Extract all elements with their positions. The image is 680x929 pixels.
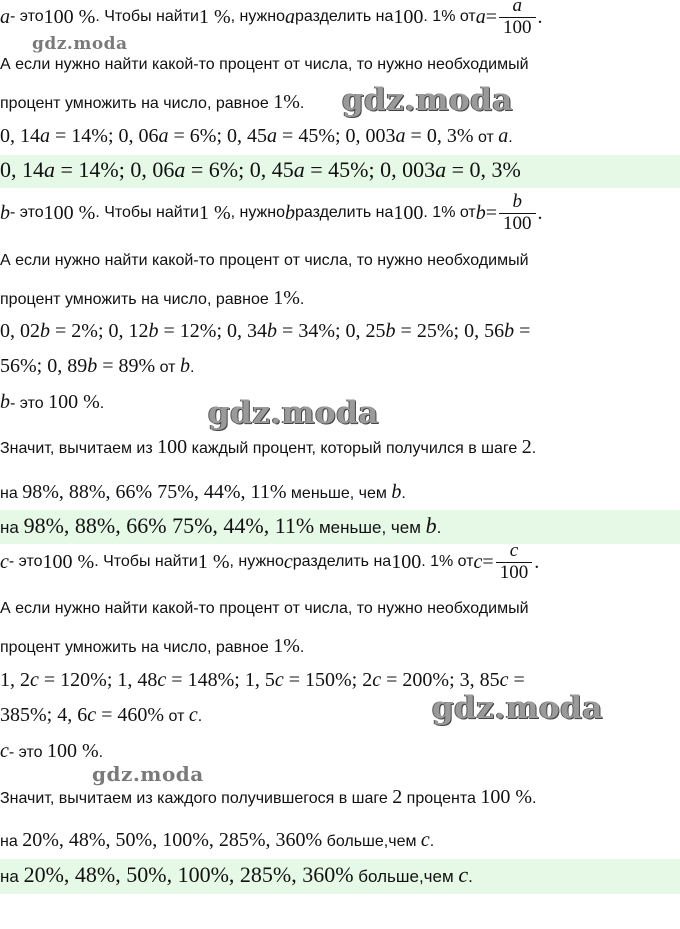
math-var: c: [188, 704, 198, 726]
text-fragment: процент умножить на число, равное: [0, 291, 274, 308]
fraction-denominator: 100: [499, 213, 536, 235]
text-fragment: разделить на: [292, 553, 392, 570]
fraction-numerator: b: [512, 190, 523, 212]
math-expression: 0, 14a = 14%; 0, 06a = 6%; 0, 45a = 45%; 0, 003a = 0, 3%: [0, 125, 474, 147]
math-value: 100: [391, 551, 422, 573]
fraction-denominator: 100: [499, 17, 536, 39]
text-fragment: на: [0, 867, 24, 886]
text-fragment: . 1% от: [423, 8, 476, 25]
math-var: a: [475, 6, 486, 28]
math-var: a: [0, 6, 10, 28]
math-var: b: [475, 202, 486, 224]
text-fragment: Значит, вычитаем из каждого получившегося в шаге: [0, 790, 393, 807]
math-var: b: [284, 202, 295, 224]
text-fragment: Значит, вычитаем из: [0, 440, 158, 457]
text-fragment: .: [98, 744, 104, 761]
text-fragment: разделить на: [294, 204, 394, 221]
fraction: [499, 0, 536, 38]
text-fragment: .: [429, 833, 435, 850]
text-fragment: - это: [8, 553, 43, 570]
math-value: 1%: [273, 287, 300, 309]
math-var: b: [179, 355, 190, 377]
text-line-b-definition: b - это 100 % . Чтобы найти 1 % , нужно b разделить на 100 . 1% от b = $\frac{b}{100}$ .: [0, 190, 543, 234]
text-fragment: процента: [402, 790, 481, 807]
text-fragment: А если нужно найти какой-то процент от числа, то нужно необходимый: [0, 56, 529, 73]
math-var: a: [498, 125, 509, 147]
watermark: gdz.moda: [92, 762, 204, 786]
text-line: [0, 288, 680, 310]
text-fragment: . Чтобы найти: [94, 553, 198, 570]
math-expression: 1, 2c = 120%; 1, 48c = 148%; 1, 5c = 150%; 2c = 200%; 3, 85c =: [0, 669, 525, 691]
math-var: a: [284, 6, 295, 28]
math-value: 100 %: [480, 786, 533, 808]
text-fragment: от: [473, 129, 499, 146]
text-fragment: на: [0, 485, 23, 502]
text-fragment: , нужно: [230, 204, 285, 221]
math-var: b: [391, 481, 402, 503]
text-line: [0, 787, 680, 811]
text-fragment: . Чтобы найти: [95, 8, 199, 25]
text-fragment: А если нужно найти какой-то процент от числа, то нужно необходимый: [0, 252, 529, 269]
math-value: 100 %: [42, 551, 95, 573]
math-value: 100: [393, 6, 424, 28]
text-fragment: - это: [10, 395, 49, 412]
text-fragment: .: [197, 708, 203, 725]
math-equals: =: [482, 551, 494, 573]
text-line: [0, 636, 680, 658]
text-fragment: .: [299, 291, 305, 308]
text-line: [0, 92, 680, 114]
math-var: c: [420, 829, 430, 851]
text-fragment: разделить на: [294, 8, 394, 25]
watermark: gdz.moda: [432, 690, 603, 726]
text-fragment: на: [0, 518, 24, 537]
text-fragment: .: [299, 95, 305, 112]
math-value: 100 %: [46, 740, 99, 762]
text-fragment: . 1% от: [421, 553, 474, 570]
text-fragment: процент умножить на число, равное: [0, 639, 274, 656]
text-fragment: .: [189, 359, 195, 376]
fraction-denominator: 100: [496, 562, 533, 584]
text-fragment: , нужно: [230, 8, 285, 25]
text-line: [0, 252, 680, 274]
answer-line: [0, 859, 680, 894]
math-expression: 98%, 88%, 66% 75%, 44%, 11%: [23, 513, 315, 538]
math-expression: 98%, 88%, 66% 75%, 44%, 11%: [22, 481, 287, 503]
text-fragment: на: [0, 833, 23, 850]
watermark: gdz.moda: [208, 395, 379, 431]
math-value: 100: [157, 436, 188, 458]
text-line: [0, 56, 680, 78]
math-line: [0, 356, 680, 380]
fraction-numerator: a: [512, 0, 523, 16]
text-fragment: .: [401, 485, 406, 502]
math-var: c: [473, 551, 483, 573]
math-expression: 385%; 4, 6c = 460%: [0, 704, 165, 726]
watermark: gdz.moda: [342, 82, 513, 118]
text-fragment: А если нужно найти какой-то процент от числа, то нужно необходимый: [0, 600, 529, 617]
text-fragment: каждый процент, который получился в шаге: [187, 440, 522, 457]
text-line: [0, 437, 680, 461]
answer-line: [0, 155, 680, 188]
math-value: 1%: [273, 635, 300, 657]
text-fragment: меньше, чем: [286, 485, 392, 502]
math-expression: 20%, 48%, 50%, 100%, 285%, 360%: [22, 829, 323, 851]
math-value: 100 %: [48, 391, 100, 413]
text-fragment: .: [436, 518, 442, 537]
text-line: [0, 482, 680, 506]
text-line-a-definition: a - это 100 % . Чтобы найти 1 % , нужно a разделить на 100 . 1% от a = $\frac{a}{100}$ .: [0, 0, 680, 42]
math-var: b: [425, 513, 437, 538]
text-line: [0, 600, 680, 622]
math-var: c: [283, 551, 293, 573]
math-value: 2: [392, 786, 403, 808]
math-value: 100: [393, 202, 424, 224]
text-line-c-definition: c - это 100 % . Чтобы найти 1 % , нужно c разделить на 100 . 1% от c = $\frac{c}{100}$ .: [0, 539, 540, 583]
fraction: [499, 192, 536, 235]
text-fragment: . Чтобы найти: [95, 204, 199, 221]
math-var: c: [458, 862, 469, 887]
fraction-numerator: c: [509, 539, 519, 561]
text-fragment: - это: [10, 204, 44, 221]
math-var: c: [0, 740, 9, 762]
math-var: c: [0, 551, 9, 573]
text-fragment: .: [531, 440, 537, 457]
math-var: b: [0, 202, 10, 224]
math-value: 1%: [273, 91, 300, 113]
math-expression: 0, 02b = 2%; 0, 12b = 12%; 0, 34b = 34%; 0, 25b = 25%; 0, 56b =: [0, 320, 531, 342]
math-value: 100 %: [43, 6, 96, 28]
text-fragment: от: [164, 708, 189, 725]
text-fragment: от: [155, 359, 180, 376]
math-line: [0, 321, 680, 345]
watermark: gdz.moda: [32, 34, 128, 54]
math-expression: 0, 14a = 14%; 0, 06a = 6%; 0, 45a = 45%; 0, 003a = 0, 3%: [0, 157, 521, 182]
math-equals: =: [485, 202, 498, 224]
text-fragment: .: [299, 639, 305, 656]
math-value: 1 %: [198, 202, 231, 224]
text-fragment: больше,чем: [322, 833, 421, 850]
text-fragment: процент умножить на число, равное: [0, 95, 274, 112]
math-value: 1 %: [198, 6, 231, 28]
text-fragment: .: [468, 867, 473, 886]
text-fragment: - это: [10, 8, 44, 25]
math-expression: 20%, 48%, 50%, 100%, 285%, 360%: [23, 862, 354, 887]
math-value: 2: [521, 436, 532, 458]
text-fragment: . 1% от: [423, 204, 476, 221]
text-line: [0, 830, 680, 854]
math-value: 1 %: [197, 551, 230, 573]
text-fragment: .: [99, 395, 105, 412]
text-fragment: .: [508, 129, 513, 146]
text-fragment: меньше, чем: [314, 518, 426, 537]
math-equals: =: [485, 6, 498, 28]
math-line: [0, 126, 680, 150]
math-expression: 56%; 0, 89b = 89%: [0, 355, 156, 377]
text-fragment: больше,чем: [353, 867, 459, 886]
fraction: [496, 541, 533, 584]
math-var: b: [0, 391, 10, 413]
text-fragment: - это: [8, 744, 47, 761]
text-fragment: .: [532, 790, 537, 807]
math-value: 100 %: [43, 202, 96, 224]
text-fragment: , нужно: [229, 553, 284, 570]
